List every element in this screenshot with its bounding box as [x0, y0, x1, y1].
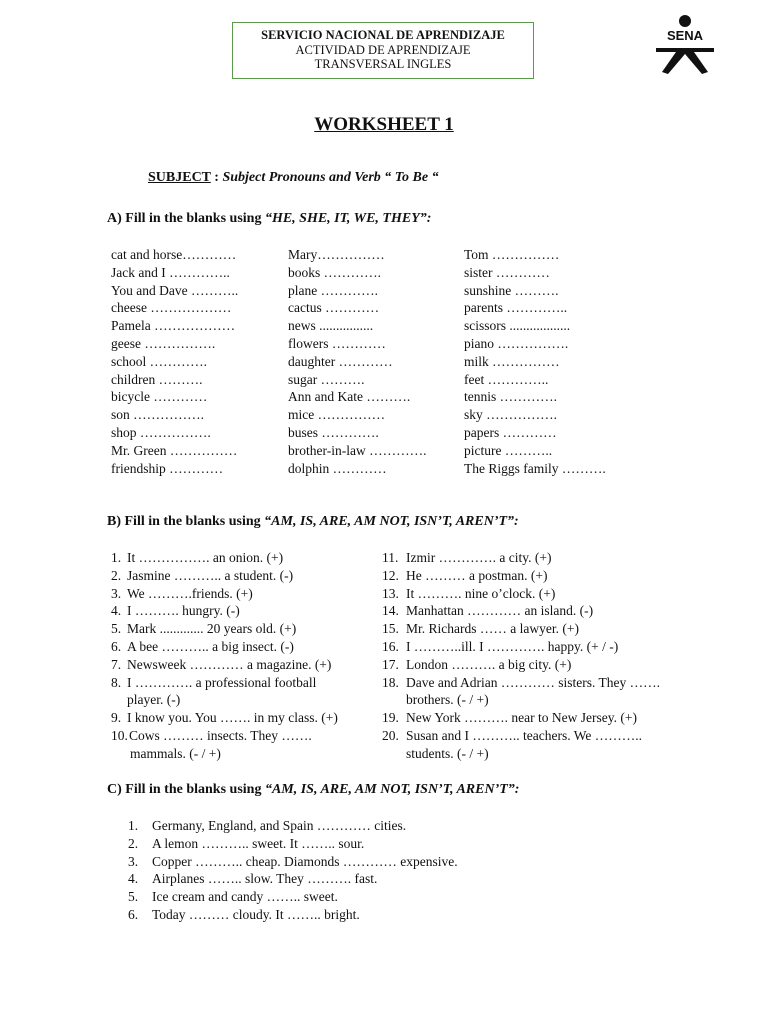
item-text: Germany, England, and Spain ………… cities.: [152, 818, 407, 833]
item-number: 2.: [111, 567, 122, 583]
header-course: TRANSVERSAL INGLES: [314, 57, 452, 71]
exercise-item: [382, 549, 660, 567]
item-number: 3.: [128, 853, 139, 869]
item-text: Dave and Adrian ………… sisters. They …….: [406, 674, 660, 690]
item-number: 12.: [382, 567, 399, 583]
item-number: 17.: [382, 656, 399, 672]
item-number: 2.: [128, 835, 139, 851]
word-item: Ann and Kate ……….: [288, 389, 411, 405]
word-item: flowers …………: [288, 335, 386, 351]
item-number: 5.: [111, 621, 122, 637]
item-number: 18.: [382, 674, 399, 690]
exercise-item: [382, 727, 660, 745]
exercise-item-continuation: students. (- / +): [406, 745, 489, 761]
exercise-item: [128, 888, 458, 906]
exercise-item: [111, 620, 338, 638]
exercise-item: [111, 567, 338, 585]
exercise-item: [128, 817, 458, 835]
item-text: Cows ……… insects. They …….: [129, 727, 312, 743]
exercise-item: [382, 656, 660, 674]
exercise-item: [128, 870, 458, 888]
word-item: tennis ………….: [464, 389, 557, 405]
item-number: 14.: [382, 603, 399, 619]
exercise-item: [111, 638, 338, 656]
exercise-item-continuation: mammals. (- / +): [130, 745, 221, 761]
exercise-item: [128, 906, 458, 924]
word-item: buses ………….: [288, 424, 379, 440]
word-item: papers …………: [464, 424, 557, 440]
exercise-item: [111, 602, 338, 620]
item-number: 5.: [128, 889, 139, 905]
item-text: Jasmine ……….. a student. (-): [127, 567, 294, 583]
item-number: 1.: [128, 818, 139, 833]
word-item: Pamela ………………: [111, 318, 236, 334]
word-item: sister …………: [464, 264, 550, 280]
item-text: A lemon ……….. sweet. It …….. sour.: [152, 835, 365, 851]
item-text: He ……… a postman. (+): [406, 567, 548, 583]
subject-colon: :: [210, 170, 223, 185]
section-b-left: [111, 549, 338, 763]
word-item: scissors ..................: [464, 318, 571, 334]
word-item: daughter …………: [288, 353, 393, 369]
section-b-prefix: B) Fill in the blanks using: [107, 514, 265, 529]
word-item: bicycle …………: [111, 389, 208, 405]
word-item: cat and horse…………: [111, 247, 237, 262]
section-b-quote: “AM, IS, ARE, AM NOT, ISN’T, AREN’T”:: [264, 514, 519, 529]
word-item: mice ……………: [288, 407, 386, 423]
exercise-item-continuation: brothers. (- / +): [406, 692, 489, 708]
word-item: Mr. Green ……………: [111, 442, 238, 458]
section-a-quote: “HE, SHE, IT, WE, THEY”:: [264, 211, 432, 226]
item-text: I know you. You ……. in my class. (+): [127, 710, 338, 726]
word-item: piano …………….: [464, 335, 569, 351]
item-number: 10.: [111, 727, 128, 743]
word-item: books ………….: [288, 264, 382, 280]
item-number: 8.: [111, 674, 122, 690]
word-item: cheese ………………: [111, 300, 232, 316]
sena-logo: [650, 14, 720, 76]
item-text: Manhattan ………… an island. (-): [406, 603, 594, 619]
item-text: Ice cream and candy …….. sweet.: [152, 889, 338, 905]
word-item: Jack and I …………..: [111, 264, 230, 280]
exercise-item: [111, 656, 338, 674]
word-item: parents …………..: [464, 300, 568, 316]
item-number: 6.: [111, 638, 122, 654]
header-activity: ACTIVIDAD DE APRENDIZAJE: [295, 42, 471, 57]
item-number: 7.: [111, 656, 122, 672]
item-number: 9.: [111, 710, 122, 726]
exercise-item: [111, 709, 338, 727]
word-item: shop …………….: [111, 424, 211, 440]
sena-logo-graphic: [650, 14, 720, 76]
section-b-right: [382, 549, 660, 763]
section-c-prefix: C) Fill in the blanks using: [107, 782, 265, 797]
item-text: A bee ……….. a big insect. (-): [127, 638, 294, 654]
word-item: feet …………..: [464, 371, 549, 387]
item-number: 16.: [382, 638, 399, 654]
section-a-title: [107, 211, 431, 227]
exercise-item: [382, 620, 660, 638]
word-item: sky …………….: [464, 407, 558, 423]
section-a-col-1: [111, 246, 238, 477]
word-item: dolphin …………: [288, 460, 387, 476]
word-item: The Riggs family ……….: [464, 460, 606, 476]
section-a-prefix: A) Fill in the blanks using: [107, 211, 265, 226]
item-text: We ……….friends. (+): [127, 585, 253, 601]
exercise-item: [382, 638, 660, 656]
item-text: Airplanes …….. slow. They ………. fast.: [152, 871, 378, 887]
item-text: I ………. hungry. (-): [127, 603, 240, 619]
item-text: Newsweek ………… a magazine. (+): [127, 656, 332, 672]
item-number: 1.: [111, 550, 122, 565]
exercise-item: [111, 674, 338, 692]
exercise-item: [111, 549, 338, 567]
item-text: Izmir …………. a city. (+): [406, 550, 552, 565]
section-a-col-2: [288, 246, 426, 477]
subject-value: Subject Pronouns and Verb “ To Be “: [222, 170, 439, 185]
item-number: 15.: [382, 621, 399, 637]
section-c-quote: “AM, IS, ARE, AM NOT, ISN’T, AREN’T”:: [264, 782, 520, 797]
item-text: I ………..ill. I …………. happy. (+ / -): [406, 638, 619, 654]
sena-logo-text: SENA: [666, 28, 704, 43]
exercise-item: [382, 709, 660, 727]
exercise-item: [111, 585, 338, 603]
word-item: Mary……………: [288, 247, 385, 262]
item-number: 4.: [111, 603, 122, 619]
exercise-item: [128, 853, 458, 871]
word-item: sunshine ……….: [464, 282, 559, 298]
item-text: It ……………. an onion. (+): [127, 550, 284, 565]
exercise-item-continuation: player. (-): [127, 692, 181, 708]
item-number: 19.: [382, 710, 399, 726]
word-item: children ……….: [111, 371, 203, 387]
word-item: picture ………..: [464, 442, 553, 458]
item-text: Mark ............. 20 years old. (+): [127, 621, 297, 637]
subject-line: [148, 170, 439, 186]
item-number: 6.: [128, 906, 139, 922]
word-item: brother-in-law ………….: [288, 442, 427, 458]
word-item: geese …………….: [111, 335, 216, 351]
word-item: plane ………….: [288, 282, 378, 298]
exercise-item: [111, 727, 338, 745]
item-text: Susan and I ……….. teachers. We ………..: [406, 727, 642, 743]
item-text: Today ……… cloudy. It …….. bright.: [152, 906, 360, 922]
item-number: 20.: [382, 727, 399, 743]
exercise-item: [128, 835, 458, 853]
section-c-list: [128, 817, 458, 924]
item-text: I …………. a professional football: [127, 674, 317, 690]
word-item: friendship …………: [111, 460, 224, 476]
header-institution: SERVICIO NACIONAL DE APRENDIZAJE: [261, 28, 505, 42]
item-number: 4.: [128, 871, 139, 887]
section-a-col-3: [464, 246, 606, 477]
header-box: [232, 22, 534, 79]
word-item: news ................: [288, 318, 374, 334]
word-item: You and Dave ………..: [111, 282, 239, 298]
word-item: school ………….: [111, 353, 207, 369]
exercise-item: [382, 602, 660, 620]
exercise-item: [382, 674, 660, 692]
word-item: son …………….: [111, 407, 205, 423]
exercise-item: [382, 585, 660, 603]
word-item: cactus …………: [288, 300, 380, 316]
section-c-title: [107, 782, 519, 798]
word-item: sugar ……….: [288, 371, 365, 387]
word-item: milk ……………: [464, 353, 560, 369]
item-number: 3.: [111, 585, 122, 601]
section-b-title: [107, 514, 519, 530]
item-text: Copper ……….. cheap. Diamonds ………… expensive.: [152, 853, 458, 869]
item-text: London ………. a big city. (+): [406, 656, 572, 672]
item-text: New York ………. near to New Jersey. (+): [406, 710, 637, 726]
subject-key: SUBJECT: [148, 170, 211, 185]
exercise-item: [382, 567, 660, 585]
page-title: WORKSHEET 1: [314, 114, 454, 135]
item-text: It ………. nine o’clock. (+): [406, 585, 556, 601]
item-text: Mr. Richards …… a lawyer. (+): [406, 621, 579, 637]
item-number: 13.: [382, 585, 399, 601]
item-number: 11.: [382, 550, 399, 565]
word-item: Tom ……………: [464, 247, 560, 262]
